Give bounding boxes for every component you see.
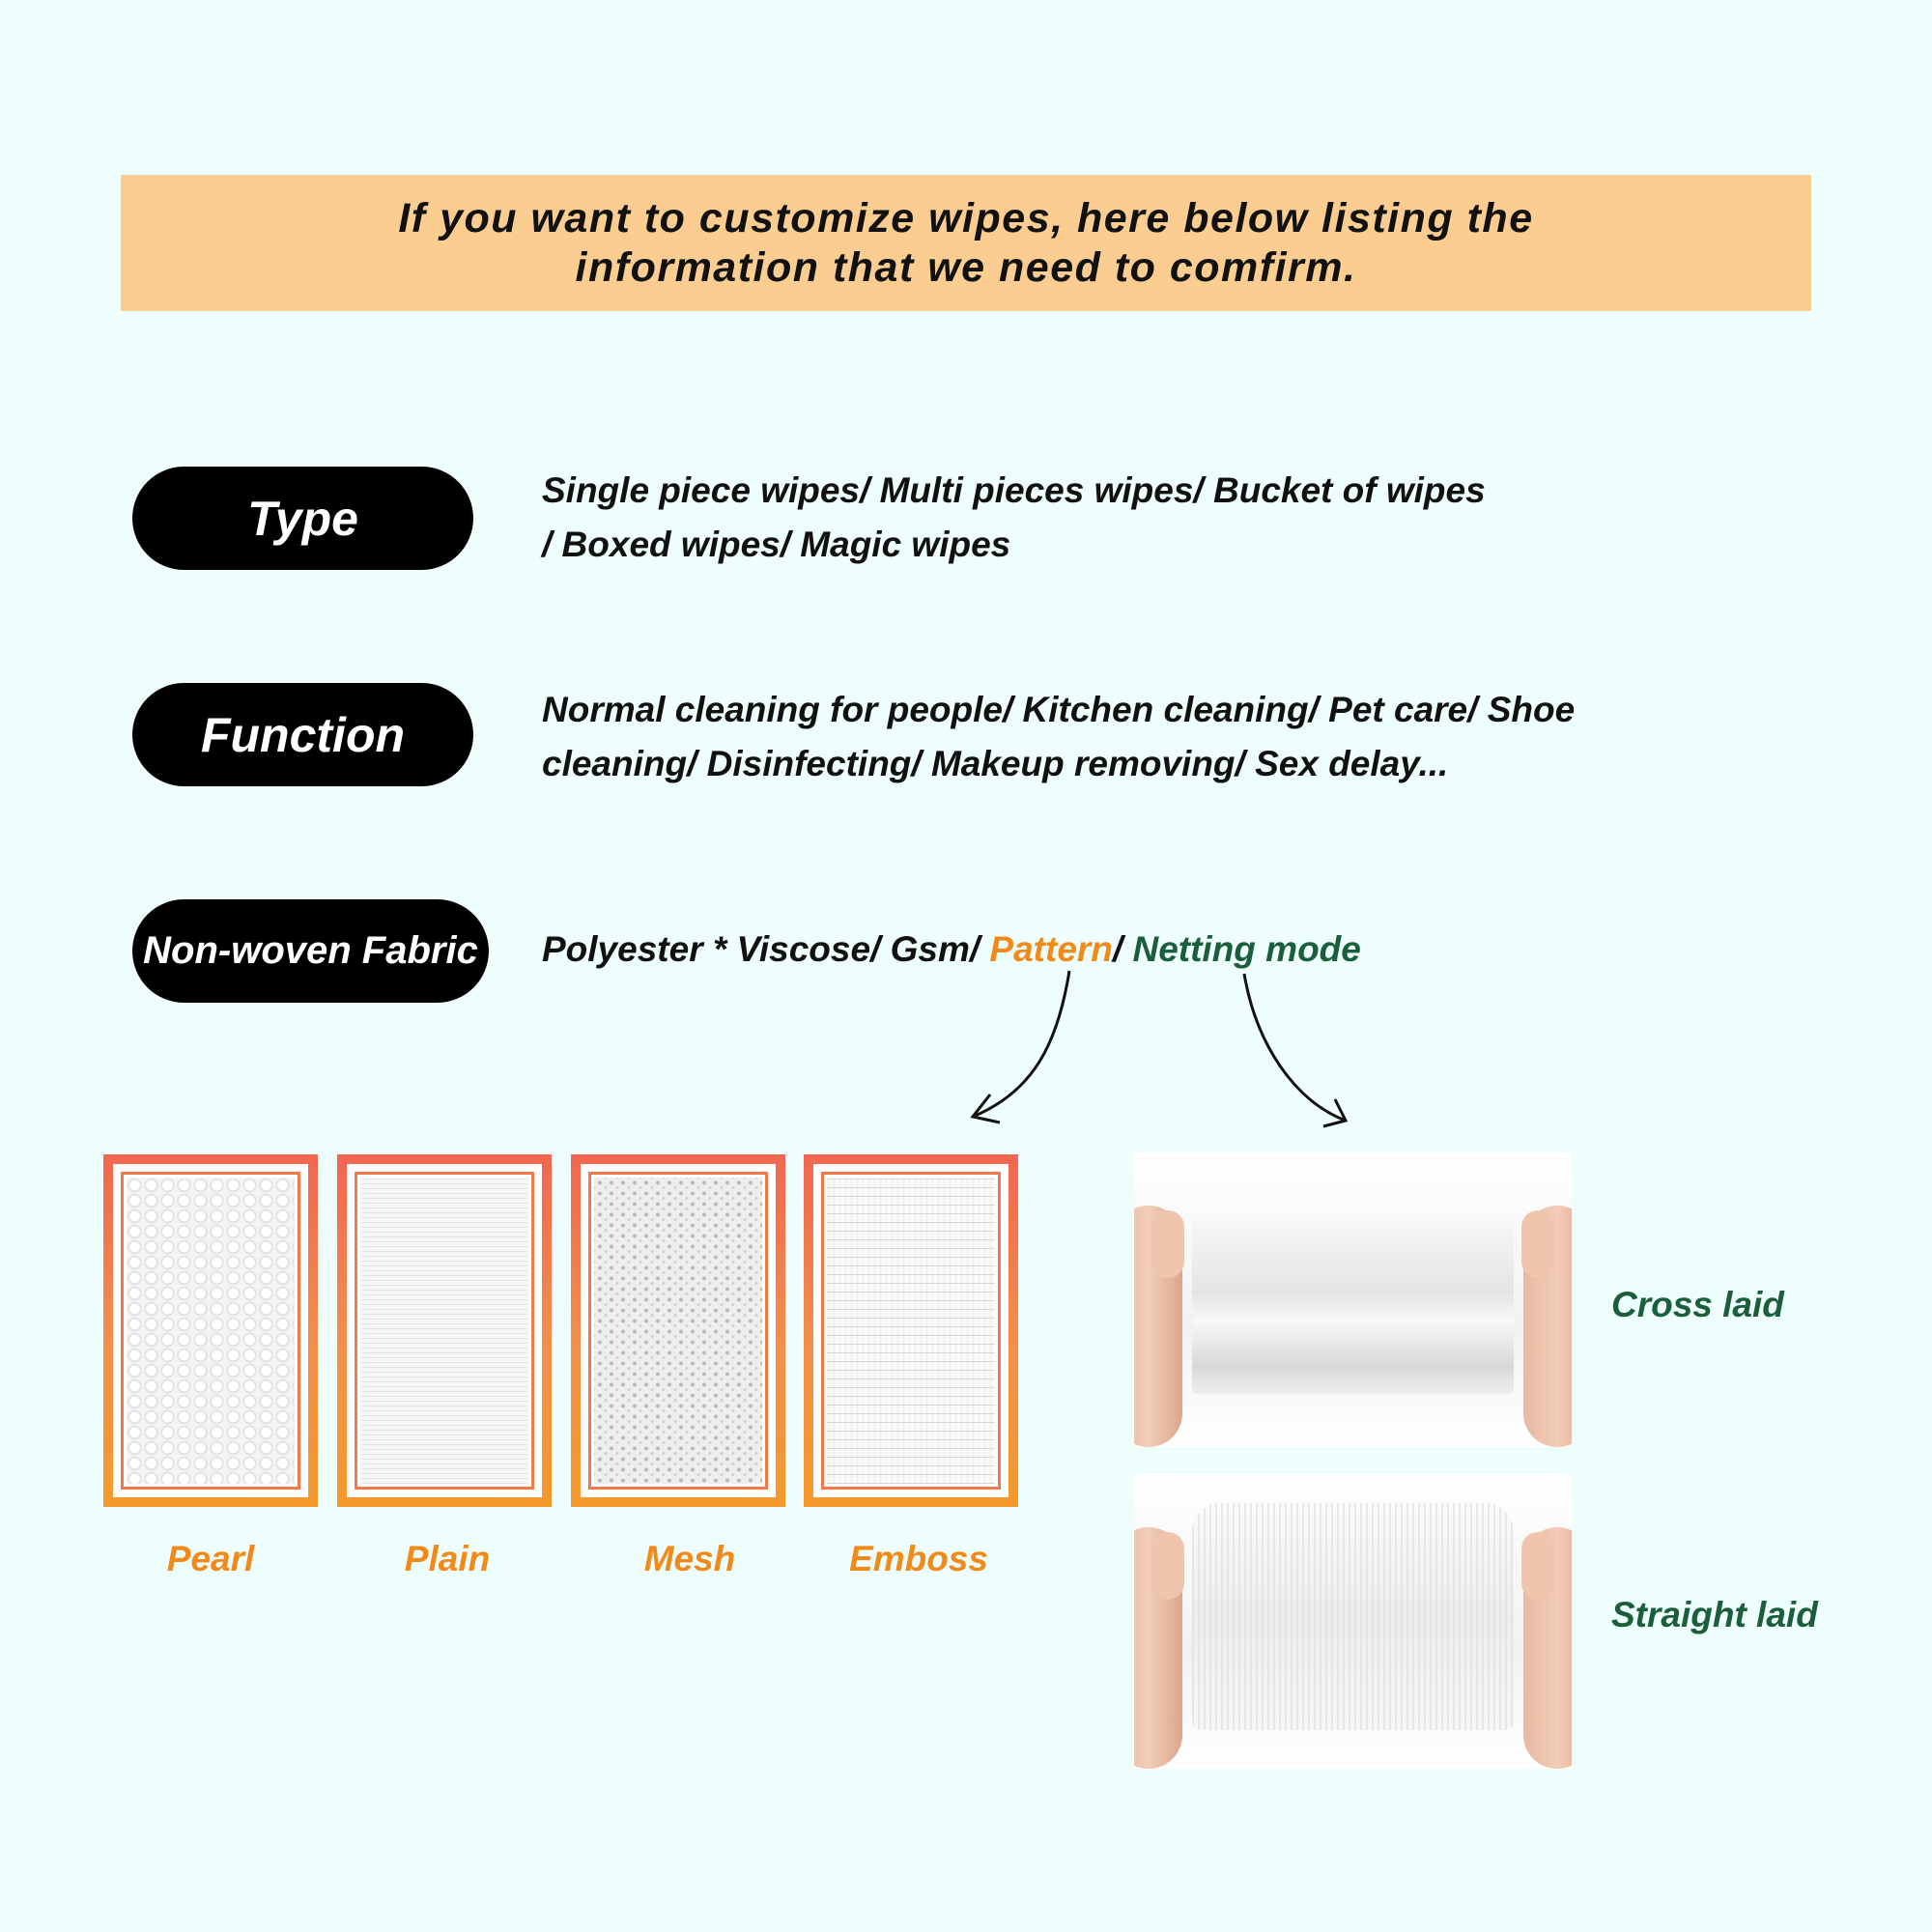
- straight-laid-label: Straight laid: [1611, 1595, 1818, 1634]
- plain-fabric-image: [360, 1178, 528, 1484]
- mesh-fabric-image: [594, 1178, 762, 1484]
- mesh-label: Mesh: [643, 1539, 736, 1578]
- function-desc-line-2: cleaning/ Disinfecting/ Makeup removing/ Sex delay...: [542, 744, 1449, 783]
- pearl-fabric-image: [127, 1178, 295, 1484]
- fabric-desc-separator: /: [1112, 929, 1133, 969]
- cross-laid-photo: [1134, 1152, 1572, 1447]
- fabric-desc-main: Polyester * Viscose/ Gsm/: [542, 929, 990, 969]
- function-label: Function: [200, 707, 406, 762]
- function-desc-line-1: Normal cleaning for people/ Kitchen cleaning/ Pet care/ Shoe: [542, 690, 1576, 729]
- plain-tile: [337, 1154, 552, 1507]
- banner-line-2: information that we need to comfirm.: [575, 243, 1357, 291]
- fabric-label: Non-woven Fabric: [143, 929, 478, 972]
- fabric-desc-netting: Netting mode: [1132, 929, 1361, 969]
- pattern-arrow: [973, 971, 1069, 1117]
- emboss-tile: [804, 1154, 1018, 1507]
- straight-laid-photo: [1134, 1474, 1572, 1769]
- plain-label: Plain: [404, 1539, 491, 1578]
- netting-arrow: [1244, 974, 1346, 1121]
- fabric-desc-pattern: Pattern: [989, 929, 1113, 969]
- pattern-arrow-head: [973, 1094, 1000, 1122]
- emboss-label: Emboss: [849, 1539, 988, 1578]
- pearl-label: Pearl: [166, 1539, 255, 1578]
- emboss-fabric-image: [827, 1178, 995, 1484]
- cross-laid-label: Cross laid: [1611, 1285, 1784, 1324]
- type-desc-line-2: / Boxed wipes/ Magic wipes: [542, 525, 1011, 564]
- banner-line-1: If you want to customize wipes, here below listing the: [398, 194, 1534, 242]
- pearl-tile: [103, 1154, 318, 1507]
- type-desc-line-1: Single piece wipes/ Multi pieces wipes/ Bucket of wipes: [542, 470, 1486, 510]
- mesh-tile: [571, 1154, 785, 1507]
- type-label: Type: [247, 491, 358, 546]
